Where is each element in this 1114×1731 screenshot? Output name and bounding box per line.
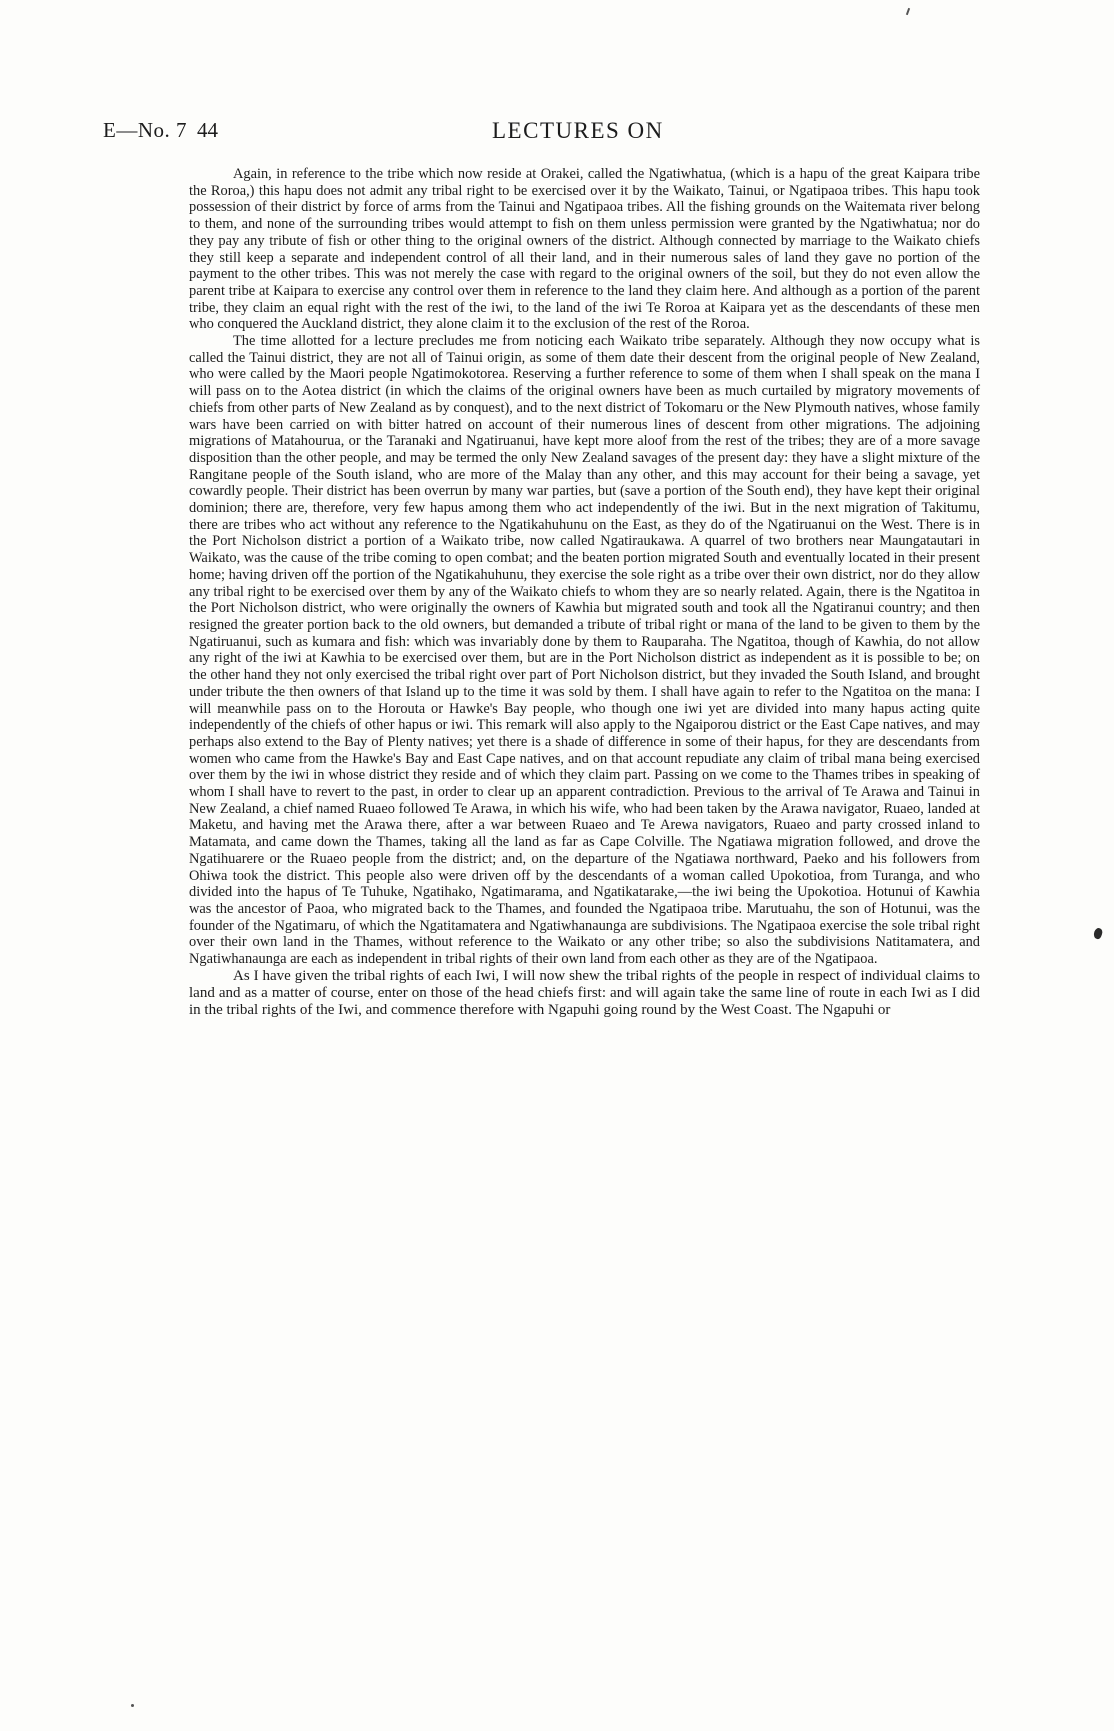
paragraph-ngatiwhatua: Again, in reference to the tribe which now reside at Orakei, called the Ngatiwhatua, (which is a hapu of the great Kaipara tribe the Roroa,) this hapu does not admit any tribal right to be exercised over it by the Waikato, Tainui, or Ngatipaoa tribes. This hapu took possession of their district by force of arms from the Tainui and Ngatipaoa tribes. All the fishing grounds on the Waitemata river belong to them, and none of the surrounding tribes would attempt to fish on them unless permission were granted by the Ngatiwhatua; nor do they pay any tribute of fish or other thing to the original owners of the district. Although connected by marriage to the Waikato chiefs they still keep a separate and independent control of all their land, and in their numerous sales of land they gave no portion of the payment to the other tribes. This was not merely the case with regard to the original owners of the soil, but they do not even allow the parent tribe at Kaipara to exercise any control over them in reference to the land they claim here. And although as a portion of the parent tribe, they claim an equal right with the rest of the iwi, to the land of the iwi Te Roroa at Kaipara yet as the descendants of these men who conquered the Auckland district, they alone claim it to the exclusion of the rest of the Roroa. bbox=[189, 166, 980, 333]
paragraph-individual-claims: As I have given the tribal rights of each Iwi, I will now shew the tribal rights of the people in respect of individual claims to land and as a matter of course, enter on those of the head chiefs first: and will again take the same line of route in each Iwi as I did in the tribal rights of the Iwi, and commence therefore with Ngapuhi going round by the West Coast. The Ngapuhi or bbox=[189, 967, 980, 1018]
running-title: LECTURES ON bbox=[492, 118, 664, 143]
ink-blot bbox=[1092, 927, 1103, 940]
scan-speck bbox=[131, 1704, 134, 1707]
page-number: 44 bbox=[197, 118, 218, 142]
body-text bbox=[189, 166, 980, 1019]
paragraph-tribes-overview: The time allotted for a lecture precludes me from noticing each Waikato tribe separately. Although they now occupy what is called the Tainui district, they are not all of Tainui origin, as some of them date their descent from the original people of New Zealand, who were called by the Maori people Ngatimokotorea. Reserving a further reference to some of them when I shall speak on the mana I will pass on to the Aotea district (in which the claims of the original owners have been as much curtailed by migratory movements of chiefs from other parts of New Zealand as by conquest), and to the next district of Tokomaru or the New Plymouth natives, whose family wars have been carried on with bitter hatred on account of their numerous lines of descent from other migrations. The adjoining migrations of Matahourua, or the Taranaki and Ngatiruanui, have kept more aloof from the rest of the tribes; they are of a more savage disposition than the other people, and may be termed the only New Zealand savages of the present day: they have a slight mixture of the Rangitane people of the South island, who are more of the Malay than any other, and this may account for their being a savage, yet cowardly people. Their district has been overrun by many war parties, but (save a portion of the South end), they have kept their original dominion; there are, therefore, very few hapus among them who act independently of the iwi. But in the next migration of Takitumu, there are tribes who act without any reference to the Ngatikahuhunu on the East, as they do of the Ngatiruanui on the West. There is in the Port Nicholson district a portion of a Waikato tribe, now called Ngatiraukawa. A quarrel of two brothers near Maungatautari in Waikato, was the cause of the tribe coming to open combat; and the beaten portion migrated South and eventually located in their present home; having driven off the portion of the Ngatikahuhunu, they exercise the sole right as a tribe over their own district, nor do they allow any tribal right to be exercised over them by any of the Waikato chiefs to whom they are so nearly related. Again, there is the Ngatitoa in the Port Nicholson district, who were originally the owners of Kawhia but migrated south and took all the Ngatiranui country; and then resigned the greater portion back to the old owners, but demanded a tribute of tribal right or mana of the land to be given to them by the Ngatiruanui, such as kumara and fish: which was invariably done by them to Rauparaha. The Ngatitoa, though of Kawhia, do not allow any right of the iwi at Kawhia to be exercised over them, but are in the Port Nicholson district as independent as it is possible to be; on the other hand they not only exercised the tribal right over part of Port Nicholson district, but they invaded the South Island, and brought under tribute the then owners of that Island up to the time it was sold by them. I shall have again to refer to the Ngatitoa on the mana: I will meanwhile pass on to the Horouta or Hawke's Bay people, who though one iwi yet are divided into many hapus acting quite independently of the chiefs of other hapus or iwi. This remark will also apply to the Ngaiporou district or the East Cape natives, and may perhaps also extend to the Bay of Plenty natives; yet there is a shade of difference in some of their hapus, for they are descendants from women who came from the Hawke's Bay and East Cape natives, and on that account repudiate any claim of tribal mana being exercised over them by the iwi in whose district they reside and of which they claim part. Passing on we come to the Thames tribes in speaking of whom I shall have to revert to the past, in order to clear up an apparent contradiction. Previous to the arrival of Te Arawa and Tainui in New Zealand, a chief named Ruaeo followed Te Arawa, in which his wife, who had been taken by the Arawa navigator, Ruaeo, landed at Maketu, and having met the Arawa there, after a war between Ruaeo and Te Arewa navigators, Ruaeo and party crossed inland to Matamata, and came down the Thames, taking all the land as far as Cape Colville. The Ngatiawa migration followed, and drove the Ngatihuarere or the Ruaeo people from the district; and, on the departure of the Ngatiawa northward, Paeko and his followers from Ohiwa took the district. This people also were driven off by the descendants of a woman called Upokotioa, from Turanga, and who divided into the hapus of Te Tuhuke, Ngatihako, Ngatimarama, and Ngatikatarake,—the iwi being the Upokotioa. Hotunui of Kawhia was the ancestor of Paoa, who migrated back to the Thames, and founded the Ngatipaoa tribe. Marutuahu, the son of Hotunui, was the founder of the Ngatimaru, of which the Ngatitamatera and Ngatiwhanaunga are subdivisions. The Ngatipaoa exercise the sole tribal right over their own land in the Thames, without reference to the Waikato or any other tribe; so also the subdivisions Natitamatera, and Ngatiwhanaunga are each as independent in tribal rights of their own land from each other as they are of the Ngatipaoa. bbox=[189, 333, 981, 968]
page-header bbox=[0, 118, 1114, 150]
scan-mark bbox=[906, 8, 910, 15]
document-reference: E—No. 7 bbox=[103, 118, 187, 142]
